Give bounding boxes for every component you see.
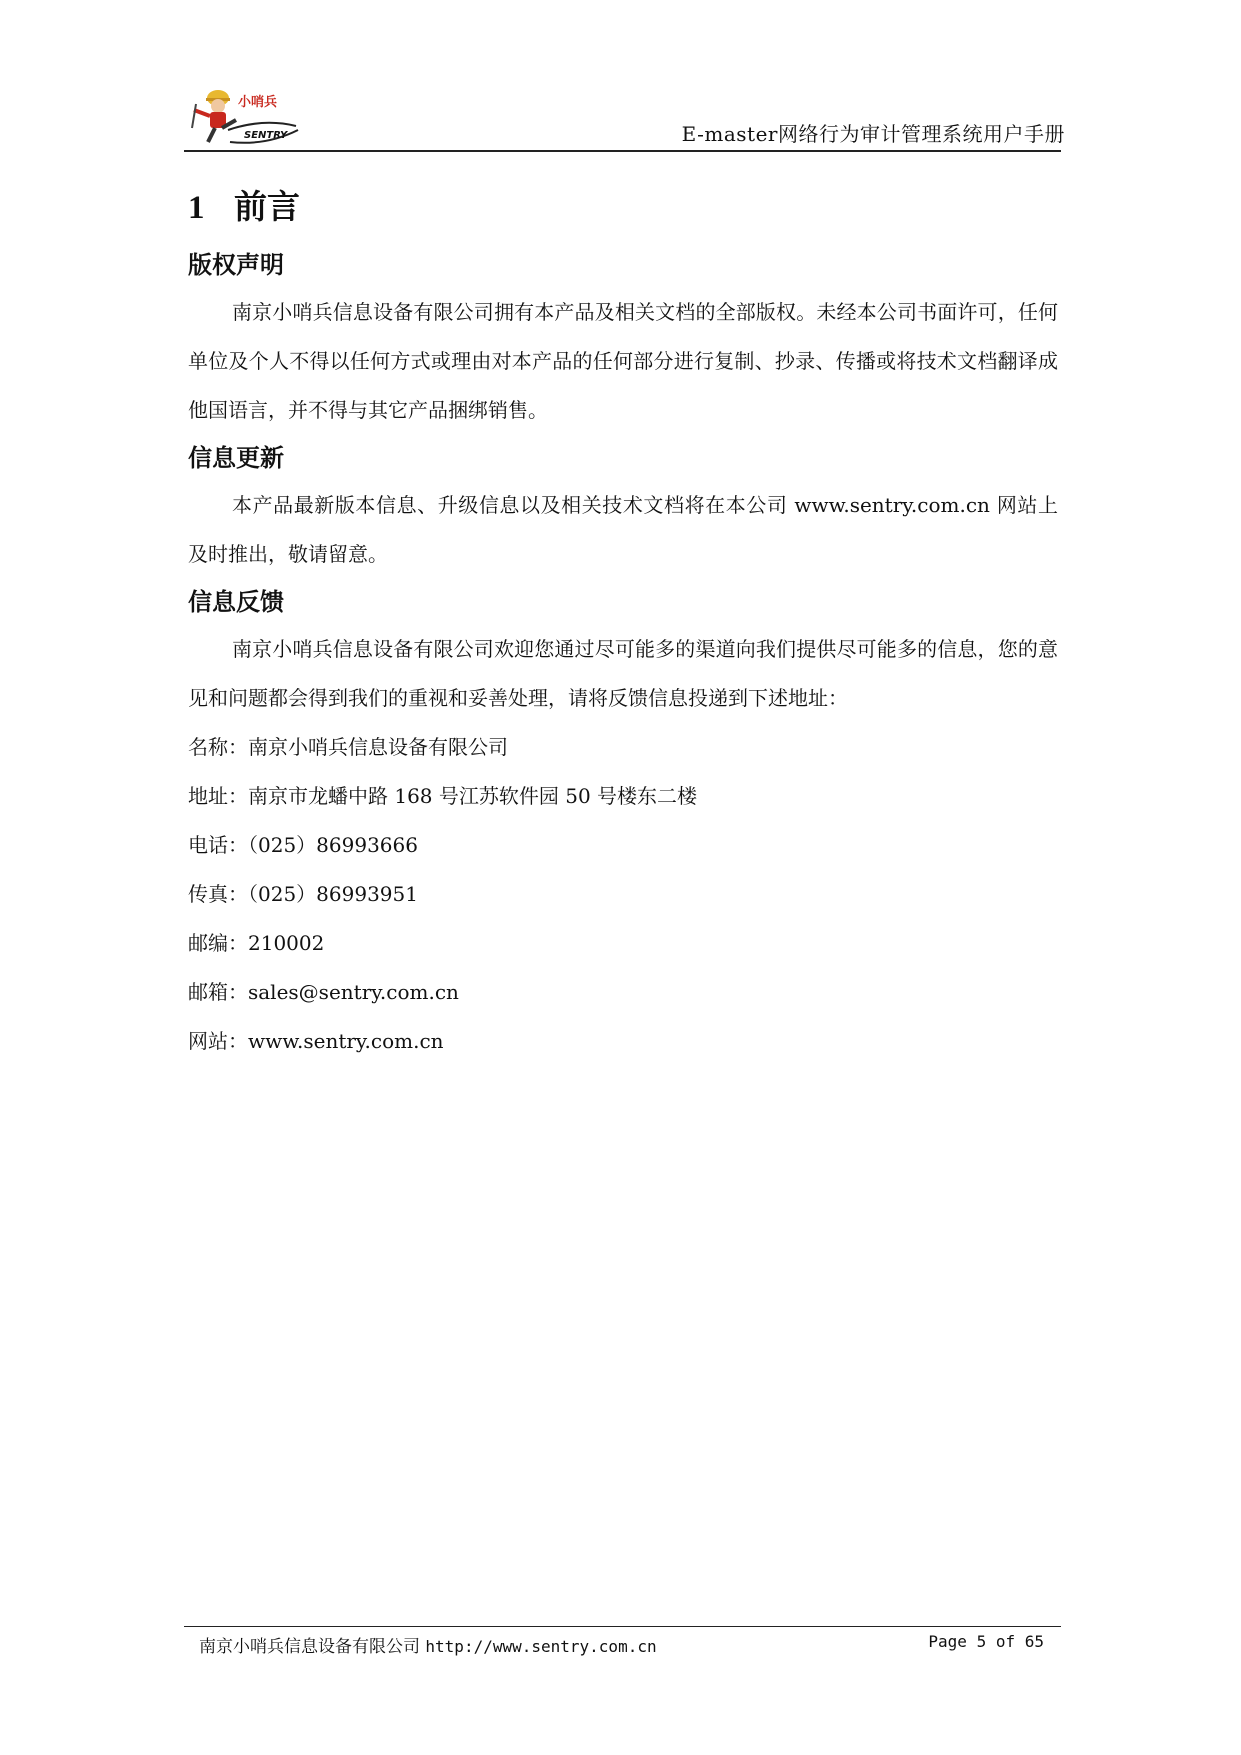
sentry-logo: [188, 84, 308, 148]
section-heading-feedback: 信息反馈: [188, 588, 284, 616]
chapter-title: 前言: [234, 187, 300, 226]
document-header-title: E-master网络行为审计管理系统用户手册: [681, 122, 1065, 146]
footer-url: http://www.sentry.com.cn: [425, 1637, 657, 1656]
contact-email: 邮箱：sales@sentry.com.cn: [188, 980, 459, 1004]
footer-company-name: 南京小哨兵信息设备有限公司: [199, 1637, 420, 1657]
logo-text-en: SENTRY: [244, 130, 288, 141]
chapter-heading: [188, 170, 1058, 236]
contact-phone: 电话：（025）86993666: [188, 833, 418, 857]
feedback-paragraph: 南京小哨兵信息设备有限公司欢迎您通过尽可能多的渠道向我们提供尽可能多的信息，您的意见和问题都会得到我们的重视和妥善处理，请将反馈信息投递到下述地址：: [188, 637, 1058, 710]
contact-postcode: 邮编：210002: [188, 931, 325, 955]
contact-name: 名称：南京小哨兵信息设备有限公司: [188, 735, 508, 759]
section-heading-copyright: 版权声明: [188, 251, 284, 279]
contact-fax: 传真：（025）86993951: [188, 882, 418, 906]
footer-page-number: Page 5 of 65: [928, 1632, 1044, 1651]
contact-address: 地址：南京市龙蟠中路 168 号江苏软件园 50 号楼东二楼: [188, 784, 698, 808]
section-heading-updates: 信息更新: [188, 444, 284, 472]
updates-paragraph: 本产品最新版本信息、升级信息以及相关技术文档将在本公司 www.sentry.com.cn 网站上及时推出，敬请留意。: [188, 493, 1058, 566]
footer-company: [199, 1632, 657, 1657]
copyright-paragraph: 南京小哨兵信息设备有限公司拥有本产品及相关文档的全部版权。未经本公司书面许可，任何单位及个人不得以任何方式或理由对本产品的任何部分进行复制、抄录、传播或将技术文档翻译成他国语言，并不得与其它产品捆绑销售。: [188, 300, 1058, 422]
main-content: [188, 170, 1058, 1066]
header-rule: [184, 150, 1061, 152]
chapter-number: 1: [188, 190, 205, 226]
contact-website: 网站：www.sentry.com.cn: [188, 1029, 444, 1053]
logo-text-cn: 小哨兵: [238, 95, 278, 110]
footer-rule: [184, 1626, 1061, 1627]
